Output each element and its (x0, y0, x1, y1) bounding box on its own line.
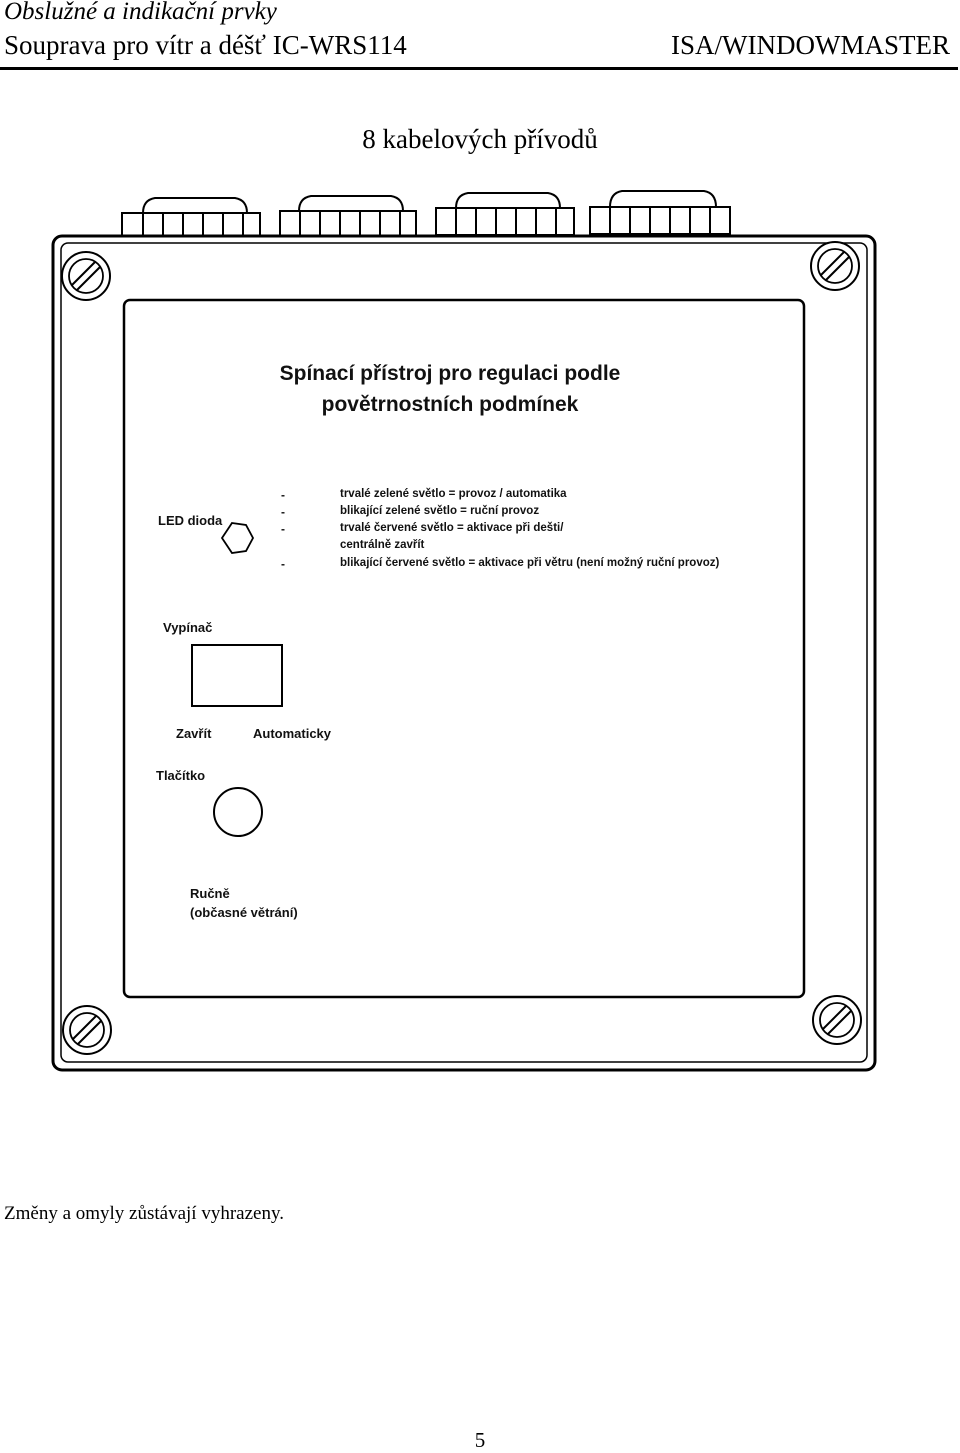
footer-note: Změny a omyly zůstávají vyhrazeny. (4, 1203, 284, 1224)
page-number: 5 (474, 1428, 486, 1452)
figure-caption: 8 kabelových přívodů (362, 124, 598, 154)
auto-label: Automaticky (253, 726, 332, 741)
brand-name: ISA/WINDOWMASTER (671, 30, 950, 60)
switch-label: Vypínač (163, 620, 213, 635)
section-title: Obslužné a indikační prvky (4, 0, 277, 25)
legend-item: trvalé zelené světlo = provoz / automatika (340, 488, 567, 500)
legend-dash: - (281, 488, 285, 502)
cable-gland-4 (590, 191, 730, 234)
main-switch[interactable] (192, 645, 282, 706)
legend-dash: - (281, 505, 285, 519)
screw-bottom-right (813, 996, 861, 1044)
push-button[interactable] (214, 788, 262, 836)
legend-item: trvalé červené světlo = aktivace při dešti/ (340, 522, 564, 534)
product-title: Souprava pro vítr a déšť IC-WRS114 (4, 30, 407, 60)
legend-item: centrálně zavřít (340, 539, 425, 551)
legend-dash: - (281, 557, 285, 571)
panel-title: Spínací přístroj pro regulaci podle povětrnostních podmínek (279, 362, 621, 416)
legend-item: blikající zelené světlo = ruční provoz (340, 505, 540, 517)
button-label: Tlačítko (156, 768, 206, 783)
led-label: LED dioda (158, 513, 223, 528)
cable-gland-2 (280, 196, 416, 237)
cable-gland-3 (436, 193, 574, 235)
screw-top-left (62, 252, 110, 300)
cable-gland-1 (122, 198, 260, 239)
manual-label: Ručně (občasné větrání) (190, 886, 298, 920)
legend-item: blikající červené světlo = aktivace při větru (není možný ruční provoz) (340, 557, 720, 569)
screw-bottom-left (63, 1006, 111, 1054)
close-label: Zavřít (176, 726, 212, 741)
screw-top-right (811, 242, 859, 290)
legend-dash: - (281, 522, 285, 536)
